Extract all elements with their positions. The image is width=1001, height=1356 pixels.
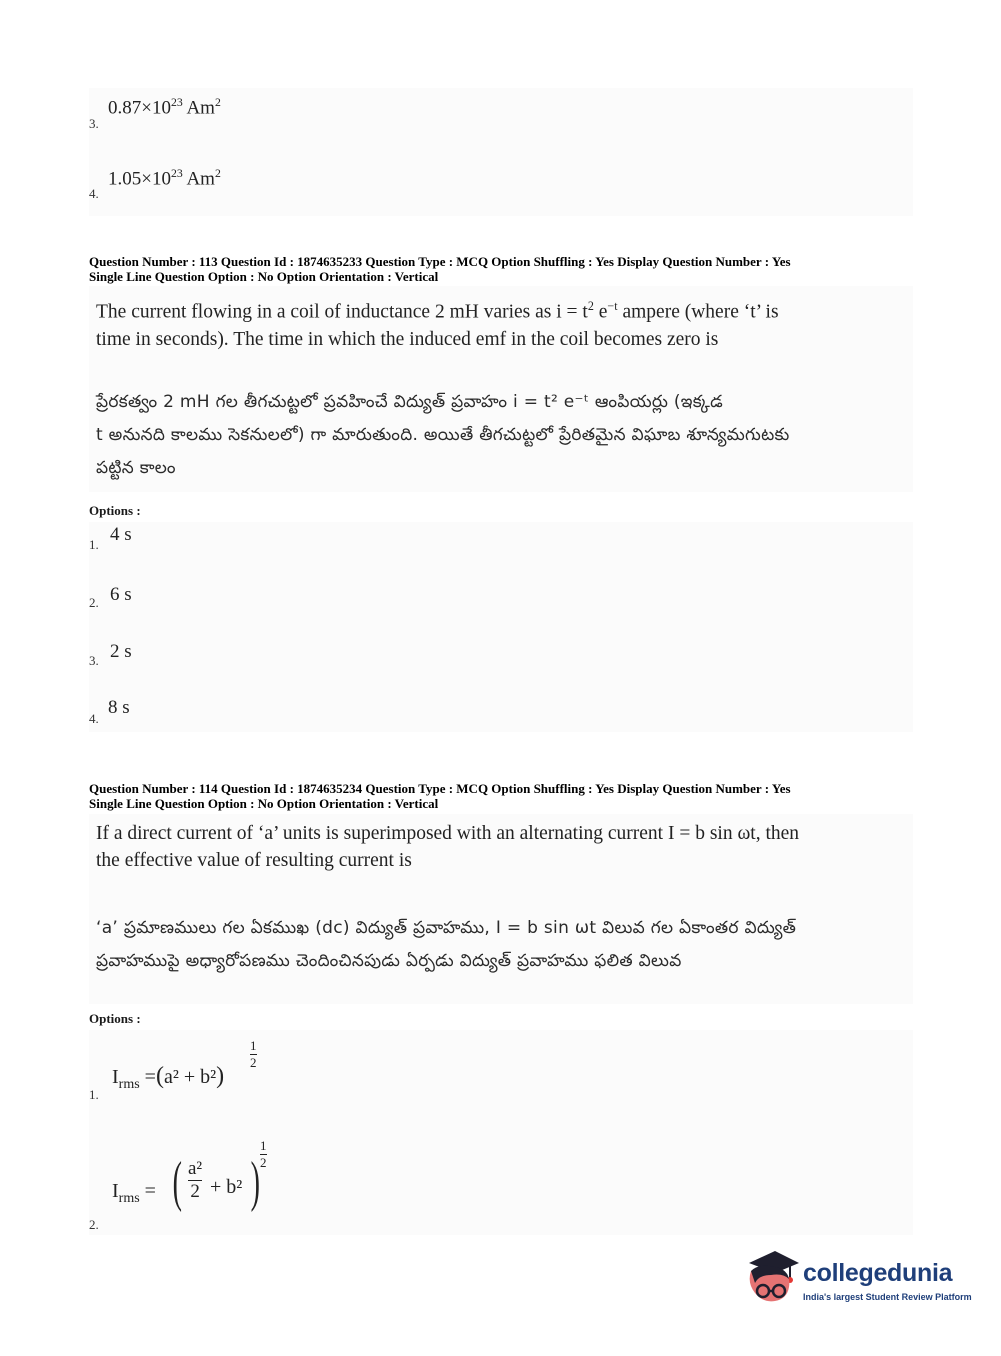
prev-option-4-unit: Am: [186, 168, 215, 190]
q113-english-line2: time in seconds). The time in which the induced emf in the coil becomes zero is: [96, 328, 719, 350]
prev-option-3-number: 3.: [89, 116, 99, 131]
q114-telugu-line2: ప్రవాహముపై అధ్యారోపణము చెందించినపుడు ఏర్పడు విద్యుత్ ప్రవాహము ఫలిత విలువ: [96, 951, 682, 971]
q114-english-text: [96, 820, 896, 874]
q114-telugu-text: [96, 912, 896, 978]
prev-option-4-value: [108, 167, 221, 190]
prev-option-3-unit-exponent: 2: [214, 96, 221, 109]
q114-opt2-plus: + b²: [210, 1176, 243, 1198]
prev-option-4-mantissa: 1.05×10: [108, 168, 171, 190]
q113-meta-line1: Question Number : 113 Question Id : 1874635233 Question Type : MCQ Option Shuffling : Yes Display Question Number : Yes: [89, 254, 791, 269]
prev-option-3-value: [108, 96, 221, 119]
prev-option-3-mantissa: 0.87×10: [108, 97, 171, 119]
q114-opt2-lparen: (: [172, 1151, 182, 1213]
q114-opt2-eq: =: [144, 1180, 156, 1202]
q114-opt1-body: a² + b²: [163, 1066, 217, 1088]
q114-opt2-pow-den: 2: [260, 1155, 267, 1170]
q113-english-text: [96, 293, 896, 353]
q114-opt2-frac-den: 2: [190, 1181, 200, 1202]
q113-options-label: Options :: [89, 503, 141, 518]
q114-opt2-fraction: [188, 1158, 202, 1203]
q113-option-2-value[interactable]: 6 s: [110, 584, 132, 605]
q113-option-3-value[interactable]: 2 s: [110, 641, 132, 662]
q113-meta: [89, 255, 909, 284]
q113-option-3-number: 3.: [89, 653, 99, 668]
q113-en-part-ampere: ampere (where ‘t’ is: [617, 301, 779, 323]
q114-opt2-sub: rms: [118, 1191, 140, 1206]
q114-meta: [89, 782, 909, 811]
prev-option-4-number: 4.: [89, 186, 99, 201]
q113-telugu-line2: t అనునది కాలము సెకనులలో) గా మారుతుంది. అయితే తీగచుట్టలో ప్రేరితమైన విఘాబ శూన్యమగుటకు: [96, 425, 790, 445]
prev-option-3-unit: Am: [186, 97, 215, 119]
q113-option-4-number: 4.: [89, 711, 99, 726]
q113-option-4-value[interactable]: 8 s: [108, 697, 130, 718]
logo-brand: collegedunia: [803, 1259, 953, 1287]
q114-opt1-eq: =: [144, 1066, 156, 1088]
q114-option-2-number: 2.: [89, 1217, 99, 1232]
q113-english-line1: [96, 293, 896, 326]
q114-english-line1: If a direct current of ‘a’ units is superimposed with an alternating current I = b sin ωt, then: [96, 823, 800, 844]
q114-options-label: Options :: [89, 1011, 141, 1026]
q114-meta-line1: Question Number : 114 Question Id : 1874635234 Question Type : MCQ Option Shuffling : Yes Display Question Number : Yes: [89, 781, 791, 796]
logo-tagline: India's largest Student Review Platform: [803, 1292, 972, 1302]
q113-option-1-number: 1.: [89, 537, 99, 552]
q113-meta-line2: Single Line Question Option : No Option Orientation : Vertical: [89, 268, 439, 284]
q114-opt1-lhs: I: [112, 1066, 119, 1088]
q114-opt2-rparen: ): [250, 1151, 260, 1213]
q114-opt1-sub: rms: [118, 1077, 140, 1092]
q114-opt1-pow-num: 1: [250, 1038, 257, 1053]
q114-option-1-number: 1.: [89, 1087, 99, 1102]
q114-opt1-pow-den: 2: [250, 1055, 257, 1070]
q114-meta-line2: Single Line Question Option : No Option Orientation : Vertical: [89, 795, 439, 811]
q114-options-box: [89, 1030, 913, 1235]
q113-options-box: [89, 522, 913, 732]
q113-en-part-a: The current flowing in a coil of inductance 2 mH varies as i = t: [96, 301, 588, 323]
q114-opt2-power: [260, 1138, 267, 1171]
q114-opt1-power: [250, 1038, 257, 1071]
q113-en-exp-2: 2: [587, 299, 594, 313]
q113-telugu-text: [96, 386, 896, 485]
q114-opt2-lhs: I: [112, 1180, 119, 1202]
q113-telugu-line1: ప్రేరకత్వం 2 mH గల తీగచుట్టలో ప్రవహించే విద్యుత్ ప్రవాహం i = t² e⁻ᵗ ఆంపియర్లు (ఇక్కడ: [96, 392, 724, 412]
q114-english-line2: the effective value of resulting current is: [96, 850, 412, 871]
q114-opt2-frac-num: a²: [188, 1158, 203, 1179]
q113-en-exp-t: −t: [607, 299, 618, 313]
q114-telugu-line1: ‘a’ ప్రమాణములు గల ఏకముఖ (dc) విద్యుత్ ప్రవాహము, I = b sin ωt విలువ గల ఏకాంతర విద్యుత్: [96, 918, 797, 938]
q113-option-1-value[interactable]: 4 s: [110, 524, 132, 545]
prev-option-4-exponent: 23: [170, 167, 183, 180]
q113-telugu-line3: పట్టిన కాలం: [96, 458, 176, 478]
collegedunia-logo[interactable]: [741, 1249, 971, 1319]
q113-option-2-number: 2.: [89, 595, 99, 610]
prev-option-3-exponent: 23: [170, 96, 183, 109]
q114-opt2-pow-num: 1: [260, 1138, 267, 1153]
mascot-icon: [741, 1249, 801, 1311]
q113-en-part-e: e: [593, 301, 608, 323]
prev-option-4-unit-exponent: 2: [214, 167, 221, 180]
